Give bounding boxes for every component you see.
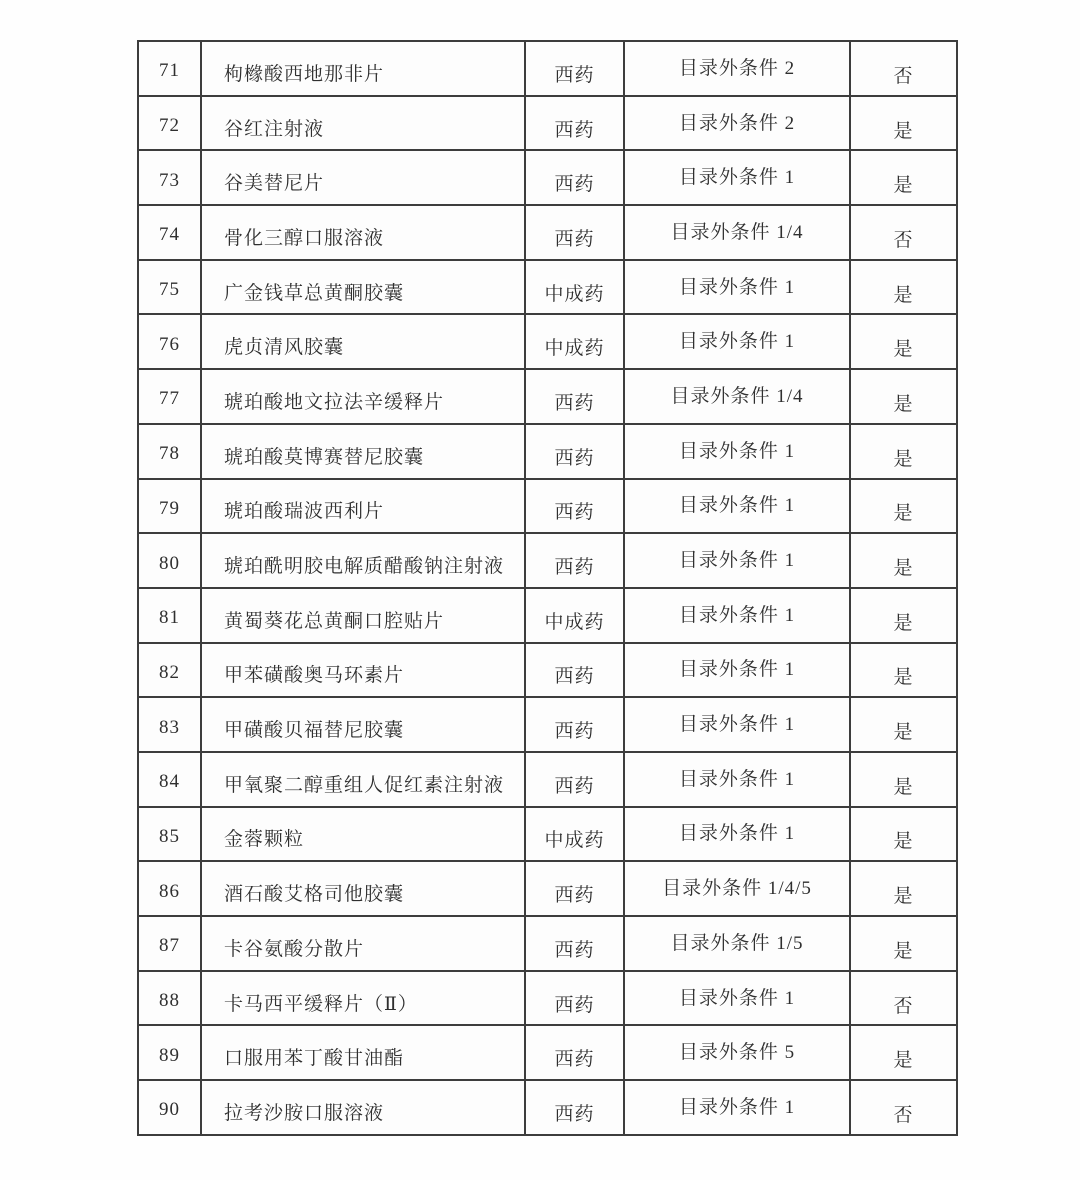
yes-no-value: 是 — [893, 886, 914, 908]
row-number: 87 — [159, 935, 180, 957]
drug-type-cell — [525, 588, 624, 643]
condition-cell — [624, 916, 850, 971]
drug-type: 西药 — [554, 228, 595, 250]
condition-label: 目录外条件 1 — [678, 714, 796, 736]
drug-type: 西药 — [554, 502, 595, 524]
drug-type-cell — [525, 150, 624, 205]
drug-type: 西药 — [554, 775, 595, 797]
drug-type-cell — [525, 1025, 624, 1080]
row-number: 74 — [159, 224, 180, 246]
row-number-cell — [138, 260, 201, 315]
table-row — [138, 150, 957, 205]
yes-no-value: 是 — [893, 558, 914, 580]
drug-name-cell — [201, 643, 525, 698]
drug-name-cell — [201, 697, 525, 752]
drug-type: 西药 — [554, 119, 595, 141]
drug-name-cell — [201, 260, 525, 315]
condition-cell — [624, 697, 850, 752]
drug-name: 甲磺酸贝福替尼胶囊 — [224, 720, 405, 742]
table-row — [138, 369, 957, 424]
yes-no-cell — [850, 1025, 957, 1080]
row-number-cell — [138, 971, 201, 1026]
row-number: 89 — [159, 1044, 180, 1066]
drug-type-cell — [525, 697, 624, 752]
table-row — [138, 752, 957, 807]
yes-no-cell — [850, 697, 957, 752]
drug-name: 谷美替尼片 — [224, 173, 325, 195]
condition-cell — [624, 971, 850, 1026]
row-number: 71 — [159, 60, 180, 82]
drug-name: 琥珀酸瑞波西利片 — [224, 501, 385, 523]
drug-type: 西药 — [554, 1103, 595, 1125]
condition-label: 目录外条件 1 — [678, 1096, 796, 1118]
drug-name: 虎贞清风胶囊 — [224, 337, 345, 359]
drug-name: 琥珀酰明胶电解质醋酸钠注射液 — [224, 556, 505, 578]
drug-name: 枸橼酸西地那非片 — [224, 63, 385, 85]
drug-type: 中成药 — [544, 338, 605, 360]
yes-no-cell — [850, 916, 957, 971]
yes-no-value: 是 — [893, 831, 914, 853]
condition-cell — [624, 643, 850, 698]
row-number: 84 — [159, 771, 180, 793]
drug-name: 拉考沙胺口服溶液 — [224, 1102, 385, 1124]
condition-cell — [624, 314, 850, 369]
drug-type: 西药 — [554, 885, 595, 907]
drug-type-cell — [525, 41, 624, 96]
drug-name-cell — [201, 861, 525, 916]
drug-name-cell — [201, 369, 525, 424]
yes-no-value: 是 — [893, 120, 914, 142]
table-row — [138, 533, 957, 588]
table-row — [138, 260, 957, 315]
yes-no-cell — [850, 807, 957, 862]
yes-no-cell — [850, 41, 957, 96]
condition-cell — [624, 588, 850, 643]
yes-no-cell — [850, 1080, 957, 1135]
drug-name: 口服用苯丁酸甘油酯 — [224, 1048, 405, 1070]
row-number: 75 — [159, 279, 180, 301]
drug-name-cell — [201, 314, 525, 369]
yes-no-value: 否 — [893, 229, 914, 251]
drug-type: 西药 — [554, 666, 595, 688]
condition-label: 目录外条件 1 — [678, 331, 796, 353]
row-number: 86 — [159, 880, 180, 902]
row-number: 88 — [159, 990, 180, 1012]
condition-cell — [624, 150, 850, 205]
yes-no-cell — [850, 314, 957, 369]
drug-type: 西药 — [554, 447, 595, 469]
condition-label: 目录外条件 1 — [678, 276, 796, 298]
condition-label: 目录外条件 1 — [678, 823, 796, 845]
condition-cell — [624, 1080, 850, 1135]
condition-cell — [624, 1025, 850, 1080]
row-number: 78 — [159, 443, 180, 465]
row-number-cell — [138, 41, 201, 96]
table-row — [138, 588, 957, 643]
drug-type-cell — [525, 643, 624, 698]
table-row — [138, 479, 957, 534]
table-row — [138, 861, 957, 916]
condition-label: 目录外条件 1 — [678, 550, 796, 572]
row-number-cell — [138, 1025, 201, 1080]
yes-no-cell — [850, 260, 957, 315]
table-row — [138, 314, 957, 369]
yes-no-cell — [850, 479, 957, 534]
drug-type-cell — [525, 1080, 624, 1135]
yes-no-value: 是 — [893, 667, 914, 689]
drug-name-cell — [201, 971, 525, 1026]
drug-list-table-body — [138, 41, 957, 1135]
row-number-cell — [138, 424, 201, 479]
drug-name-cell — [201, 752, 525, 807]
row-number-cell — [138, 861, 201, 916]
condition-label: 目录外条件 1/4/5 — [662, 878, 812, 900]
drug-name: 广金钱草总黄酮胶囊 — [224, 282, 405, 304]
drug-type-cell — [525, 424, 624, 479]
drug-type: 西药 — [554, 557, 595, 579]
drug-name-cell — [201, 150, 525, 205]
condition-label: 目录外条件 2 — [678, 57, 796, 79]
drug-name-cell — [201, 1025, 525, 1080]
row-number-cell — [138, 1080, 201, 1135]
table-row — [138, 1080, 957, 1135]
yes-no-value: 是 — [893, 339, 914, 361]
row-number-cell — [138, 643, 201, 698]
drug-name: 琥珀酸莫博赛替尼胶囊 — [224, 446, 425, 468]
drug-name-cell — [201, 205, 525, 260]
condition-label: 目录外条件 1 — [678, 659, 796, 681]
yes-no-value: 否 — [893, 995, 914, 1017]
table-row — [138, 1025, 957, 1080]
row-number: 90 — [159, 1099, 180, 1121]
condition-label: 目录外条件 5 — [678, 1042, 796, 1064]
drug-name: 金蓉颗粒 — [224, 829, 305, 851]
condition-label: 目录外条件 1 — [678, 987, 796, 1009]
row-number: 80 — [159, 552, 180, 574]
drug-type-cell — [525, 205, 624, 260]
yes-no-cell — [850, 424, 957, 479]
row-number-cell — [138, 916, 201, 971]
condition-cell — [624, 424, 850, 479]
condition-label: 目录外条件 2 — [678, 112, 796, 134]
yes-no-value: 是 — [893, 284, 914, 306]
row-number: 79 — [159, 497, 180, 519]
yes-no-value: 是 — [893, 1050, 914, 1072]
yes-no-value: 是 — [893, 175, 914, 197]
drug-name: 琥珀酸地文拉法辛缓释片 — [224, 391, 445, 413]
row-number-cell — [138, 369, 201, 424]
drug-name: 黄蜀葵花总黄酮口腔贴片 — [224, 610, 445, 632]
drug-type: 中成药 — [544, 830, 605, 852]
drug-name-cell — [201, 1080, 525, 1135]
condition-label: 目录外条件 1 — [678, 495, 796, 517]
drug-type: 西药 — [554, 392, 595, 414]
row-number: 72 — [159, 115, 180, 137]
table-row — [138, 971, 957, 1026]
yes-no-value: 否 — [893, 1104, 914, 1126]
drug-name-cell — [201, 588, 525, 643]
drug-type-cell — [525, 916, 624, 971]
yes-no-cell — [850, 861, 957, 916]
drug-name: 卡谷氨酸分散片 — [224, 938, 365, 960]
drug-type-cell — [525, 971, 624, 1026]
drug-type: 西药 — [554, 939, 595, 961]
row-number-cell — [138, 96, 201, 151]
drug-type: 西药 — [554, 174, 595, 196]
row-number-cell — [138, 150, 201, 205]
row-number-cell — [138, 588, 201, 643]
yes-no-value: 是 — [893, 776, 914, 798]
condition-cell — [624, 41, 850, 96]
table-row — [138, 697, 957, 752]
drug-type-cell — [525, 479, 624, 534]
yes-no-value: 是 — [893, 503, 914, 525]
yes-no-cell — [850, 588, 957, 643]
drug-type: 西药 — [554, 994, 595, 1016]
condition-cell — [624, 369, 850, 424]
row-number-cell — [138, 314, 201, 369]
condition-label: 目录外条件 1 — [678, 167, 796, 189]
table-row — [138, 41, 957, 96]
row-number-cell — [138, 752, 201, 807]
row-number: 82 — [159, 661, 180, 683]
table-row — [138, 916, 957, 971]
row-number: 83 — [159, 716, 180, 738]
condition-cell — [624, 479, 850, 534]
condition-cell — [624, 205, 850, 260]
row-number: 81 — [159, 607, 180, 629]
drug-type: 西药 — [554, 64, 595, 86]
drug-name-cell — [201, 96, 525, 151]
condition-cell — [624, 752, 850, 807]
yes-no-cell — [850, 150, 957, 205]
table-row — [138, 205, 957, 260]
yes-no-cell — [850, 205, 957, 260]
drug-type: 中成药 — [544, 283, 605, 305]
drug-type-cell — [525, 369, 624, 424]
condition-cell — [624, 807, 850, 862]
drug-type-cell — [525, 314, 624, 369]
yes-no-cell — [850, 369, 957, 424]
drug-name-cell — [201, 41, 525, 96]
yes-no-cell — [850, 643, 957, 698]
condition-cell — [624, 260, 850, 315]
drug-type-cell — [525, 533, 624, 588]
drug-name-cell — [201, 424, 525, 479]
row-number-cell — [138, 205, 201, 260]
yes-no-value: 是 — [893, 612, 914, 634]
drug-type-cell — [525, 96, 624, 151]
drug-name: 甲苯磺酸奥马环素片 — [224, 665, 405, 687]
drug-name: 酒石酸艾格司他胶囊 — [224, 884, 405, 906]
drug-name: 骨化三醇口服溶液 — [224, 227, 385, 249]
drug-name: 甲氧聚二醇重组人促红素注射液 — [224, 774, 505, 796]
table-row — [138, 96, 957, 151]
yes-no-cell — [850, 971, 957, 1026]
condition-label: 目录外条件 1 — [678, 440, 796, 462]
drug-name-cell — [201, 533, 525, 588]
condition-label: 目录外条件 1 — [678, 604, 796, 626]
row-number-cell — [138, 807, 201, 862]
drug-type: 西药 — [554, 1049, 595, 1071]
yes-no-cell — [850, 96, 957, 151]
drug-name-cell — [201, 916, 525, 971]
condition-cell — [624, 533, 850, 588]
table-row — [138, 424, 957, 479]
yes-no-value: 是 — [893, 940, 914, 962]
table-row — [138, 643, 957, 698]
drug-name-cell — [201, 479, 525, 534]
row-number: 85 — [159, 825, 180, 847]
drug-type-cell — [525, 260, 624, 315]
row-number: 73 — [159, 169, 180, 191]
row-number: 76 — [159, 333, 180, 355]
drug-type-cell — [525, 861, 624, 916]
yes-no-cell — [850, 533, 957, 588]
row-number: 77 — [159, 388, 180, 410]
row-number-cell — [138, 479, 201, 534]
drug-type: 中成药 — [544, 611, 605, 633]
drug-name: 谷红注射液 — [224, 118, 325, 140]
drug-name: 卡马西平缓释片（Ⅱ） — [224, 993, 418, 1015]
condition-label: 目录外条件 1/4 — [670, 221, 804, 243]
drug-type-cell — [525, 807, 624, 862]
drug-type: 西药 — [554, 721, 595, 743]
yes-no-value: 是 — [893, 393, 914, 415]
condition-cell — [624, 96, 850, 151]
yes-no-value: 否 — [893, 65, 914, 87]
yes-no-value: 是 — [893, 448, 914, 470]
row-number-cell — [138, 697, 201, 752]
condition-label: 目录外条件 1/5 — [670, 932, 804, 954]
yes-no-value: 是 — [893, 722, 914, 744]
table-row — [138, 807, 957, 862]
condition-label: 目录外条件 1/4 — [670, 385, 804, 407]
row-number-cell — [138, 533, 201, 588]
yes-no-cell — [850, 752, 957, 807]
condition-label: 目录外条件 1 — [678, 768, 796, 790]
condition-cell — [624, 861, 850, 916]
drug-list-table — [137, 40, 958, 1136]
drug-name-cell — [201, 807, 525, 862]
drug-type-cell — [525, 752, 624, 807]
